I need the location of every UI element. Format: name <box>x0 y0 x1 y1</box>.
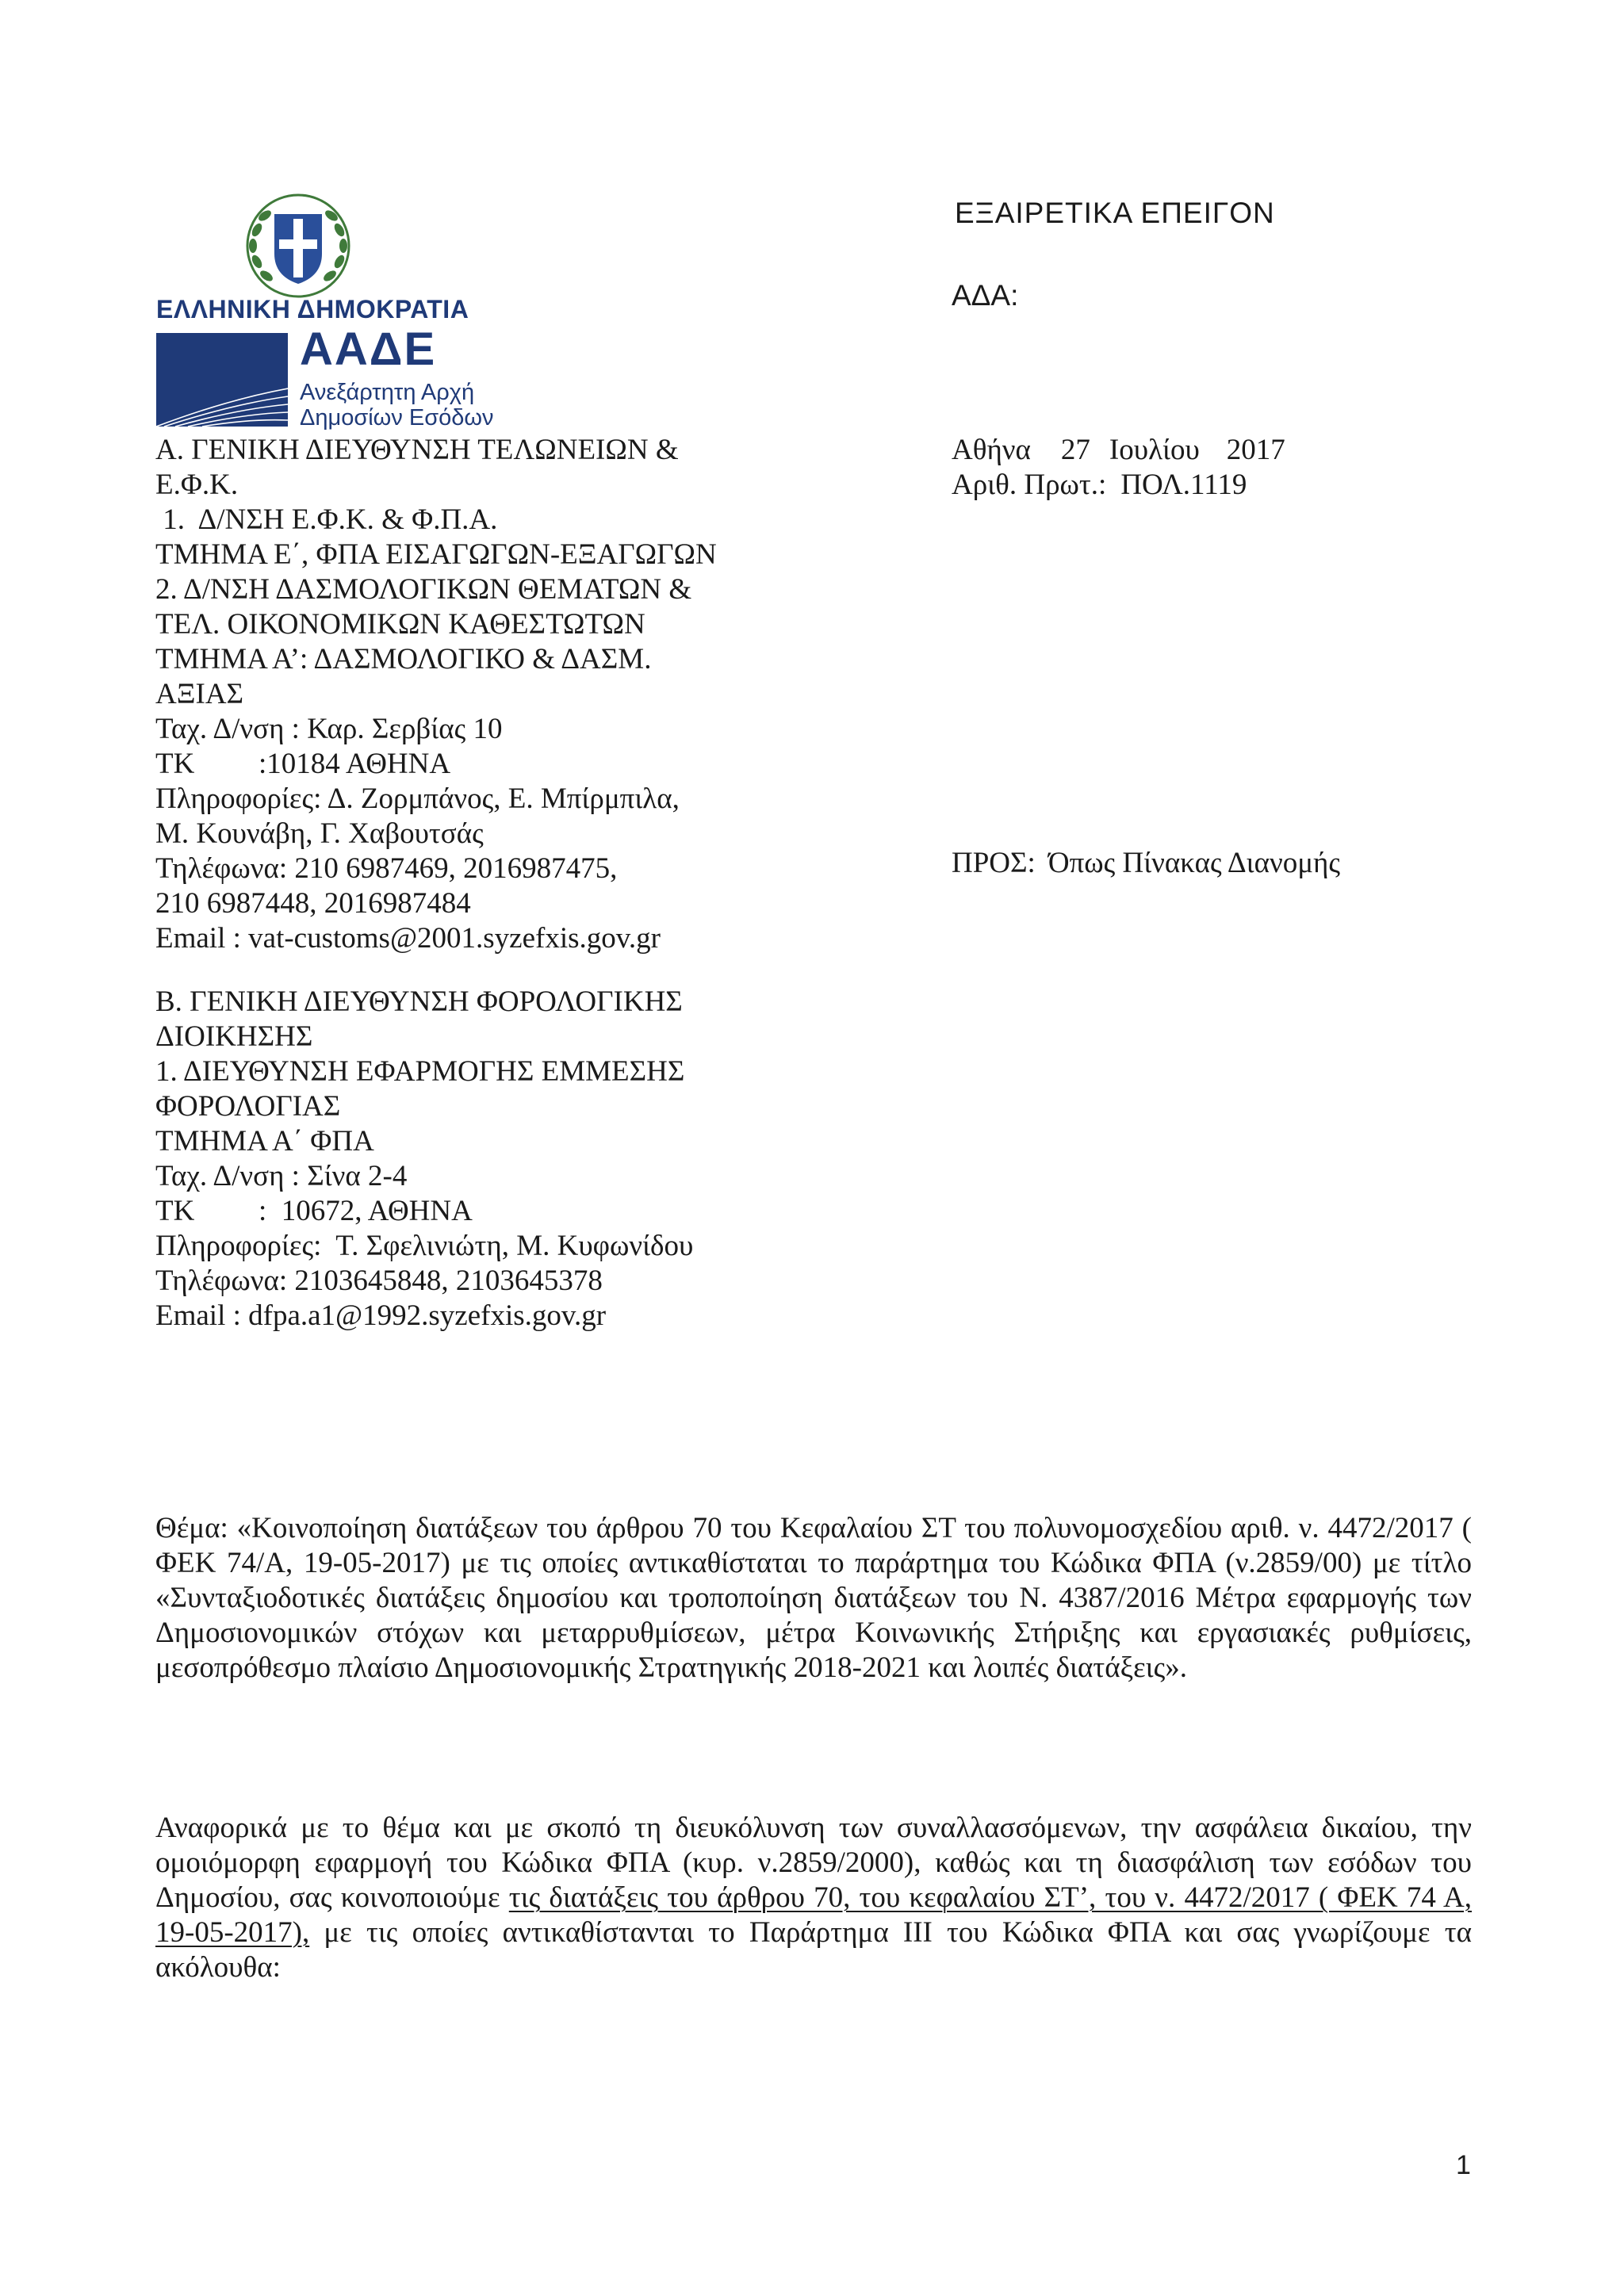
sender-b-line: ΔΙΟΙΚΗΣΗΣ <box>155 1020 313 1053</box>
sender-block-b <box>155 985 758 1334</box>
protocol-label: Αριθ. Πρωτ.: <box>952 469 1107 501</box>
sender-a-line: 210 6987448, 2016987484 <box>155 887 471 920</box>
date-day: 27 <box>1060 434 1090 466</box>
sender-a-line: Α. ΓΕΝΙΚΗ ΔΙΕΥΘΥΝΣΗ ΤΕΛΩΝΕΙΩΝ & <box>155 434 679 466</box>
aade-subtitle-line2: Δημοσίων Εσόδων <box>300 405 494 430</box>
sender-a-line: 2. Δ/ΝΣΗ ΔΑΣΜΟΛΟΓΙΚΩΝ ΘΕΜΑΤΩΝ & <box>155 573 692 606</box>
underlined-reference: τις διατάξεις του άρθρου 70, του κεφαλαίου ΣΤ’, του ν. 4472/2017 ( ΦΕΚ 74 Α, 19-05-2017), <box>155 1881 1472 1949</box>
sender-a-line: Ε.Φ.Κ. <box>155 469 239 501</box>
aade-title: ΑΑΔΕ <box>300 323 437 375</box>
urgency-label: ΕΞΑΙΡΕΤΙΚΑ ΕΠΕΙΓΟΝ <box>955 197 1275 229</box>
date-year: 2017 <box>1226 434 1285 466</box>
sender-a-line: ΤΜΗΜΑ Α’: ΔΑΣΜΟΛΟΓΙΚΟ & ΔΑΣΜ. <box>155 643 652 675</box>
protocol-number: ΠΟΛ.1119 <box>1120 469 1247 501</box>
recipient-value: Όπως Πίνακας Διανομής <box>1048 847 1341 879</box>
tk-label: ΤΚ <box>155 748 195 780</box>
tk-value: :10184 ΑΘΗΝΑ <box>259 748 451 780</box>
sender-a-line: 1. Δ/ΝΣΗ Ε.Φ.Κ. & Φ.Π.Α. <box>155 503 498 536</box>
sender-b-postcode <box>155 1194 758 1229</box>
sender-a-line: Ταχ. Δ/νση : Καρ. Σερβίας 10 <box>155 713 503 745</box>
subject-paragraph: Θέμα: «Κοινοποίηση διατάξεων του άρθρου 70 του Κεφαλαίου ΣΤ του πολυνομοσχεδίου αριθ. ν. 4472/2017 ( ΦΕΚ 74/Α, 19-05-2017) με τις οποίες αντικαθίσταται το παράρτημα του Κώδικα ΦΠΑ (ν.2859/00) με τίτλο «Συνταξιοδοτικές διατάξεις δημοσίου και τροποποίηση διατάξεων του Ν. 4387/2016 Μέτρα εφαρμογής των Δημοσιονομικών στόχων και μεταρρυθμίσεων, μέτρα Κοινωνικής Στήριξης και εργασιακές ρυθμίσεις, μεσοπρόθεσμο πλαίσιο Δημοσιονομικής Στρατηγικής 2018-2021 και λοιπές διατάξεις». <box>155 1512 1472 1684</box>
greek-emblem-icon <box>243 190 354 301</box>
sender-a-line: Πληροφορίες: Δ. Ζορμπάνος, Ε. Μπίρμπιλα, <box>155 783 680 815</box>
sender-a-line: ΑΞΙΑΣ <box>155 678 244 710</box>
sender-a-line: ΤΜΗΜΑ Ε΄, ΦΠΑ ΕΙΣΑΓΩΓΩΝ-ΕΞΑΓΩΓΩΝ <box>155 538 717 571</box>
body-text: Αναφορικά με το θέμα και με σκοπό τη διευκόλυνση των συναλλασσόμενων, την ασφάλεια δικαίου, την ομοιόμορφη εφαρμογή του Κώδικα ΦΠΑ (κυρ. ν.2859/2000), καθώς και τη διασφάλιση των εσόδων του Δημοσίου, σας κοινοποιούμε <box>155 1812 1472 1914</box>
republic-name: ΕΛΛΗΝΙΚΗ ΔΗΜΟΚΡΑΤΙΑ <box>156 295 469 323</box>
aade-logo-icon <box>156 333 288 427</box>
sender-b-line: Ταχ. Δ/νση : Σίνα 2-4 <box>155 1160 408 1192</box>
sender-b-line: 1. ΔΙΕΥΘΥΝΣΗ ΕΦΑΡΜΟΓΗΣ ΕΜΜΕΣΗΣ <box>155 1055 685 1088</box>
tk-label: ΤΚ <box>155 1195 195 1227</box>
sender-a-email: Email : vat-customs@2001.syzefxis.gov.gr <box>155 922 661 955</box>
sender-block-a <box>155 433 758 956</box>
date-block <box>952 433 1285 503</box>
sender-b-email: Email : dfpa.a1@1992.syzefxis.gov.gr <box>155 1299 607 1332</box>
recipient-line <box>952 846 1340 881</box>
sender-b-line: Τηλέφωνα: 2103645848, 2103645378 <box>155 1265 603 1297</box>
date-month: Ιουλίου <box>1109 434 1200 466</box>
sender-a-line: Μ. Κουνάβη, Γ. Χαβουτσάς <box>155 817 484 850</box>
body-text: με τις οποίες αντικαθίστανται το Παράρτημα ΙΙΙ του Κώδικα ΦΠΑ και σας γνωρίζουμε τα ακόλουθα: <box>155 1916 1472 1984</box>
sender-a-postcode <box>155 747 758 782</box>
sender-b-line: Β. ΓΕΝΙΚΗ ΔΙΕΥΘΥΝΣΗ ΦΟΡΟΛΟΓΙΚΗΣ <box>155 985 683 1018</box>
date-line <box>952 433 1285 468</box>
sender-a-line: ΤΕΛ. ΟΙΚΟΝΟΜΙΚΩΝ ΚΑΘΕΣΤΩΤΩΝ <box>155 608 645 641</box>
tk-value: : 10672, ΑΘΗΝΑ <box>259 1195 473 1227</box>
protocol-line <box>952 468 1285 503</box>
aade-subtitle-line1: Ανεξάρτητη Αρχή <box>300 380 475 405</box>
date-city: Αθήνα <box>952 434 1031 466</box>
sender-a-line: Τηλέφωνα: 210 6987469, 2016987475, <box>155 852 618 885</box>
page-number: 1 <box>1456 2150 1471 2180</box>
sender-b-line: ΤΜΗΜΑ Α΄ ΦΠΑ <box>155 1125 374 1158</box>
body-paragraph <box>155 1811 1472 1985</box>
recipient-label: ΠΡΟΣ: <box>952 847 1036 879</box>
ada-label: ΑΔΑ: <box>952 279 1019 312</box>
sender-b-line: Πληροφορίες: Τ. Σφελινιώτη, Μ. Κυφωνίδου <box>155 1230 694 1262</box>
sender-b-line: ΦΟΡΟΛΟΓΙΑΣ <box>155 1090 341 1123</box>
